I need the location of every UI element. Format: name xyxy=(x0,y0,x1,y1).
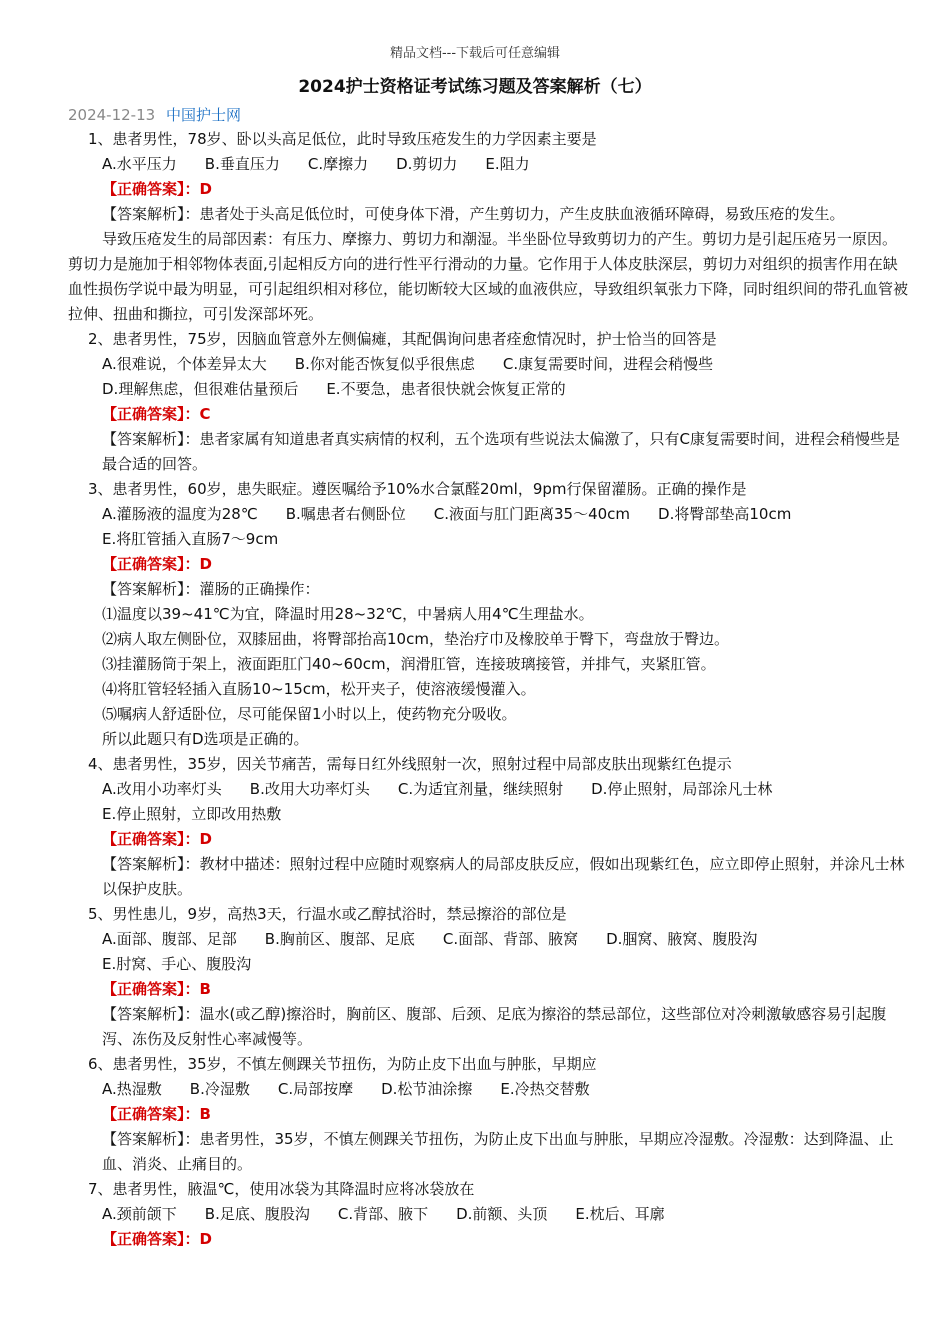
options-line xyxy=(68,1202,908,1227)
options-line xyxy=(68,952,908,977)
option-item: C.面部、背部、腋窝 xyxy=(442,930,579,948)
source-link[interactable]: 中国护士网 xyxy=(165,106,241,124)
option-item: C.康复需要时间，进程会稍慢些 xyxy=(502,355,714,373)
analysis-step: ⑵病人取左侧卧位，双膝屈曲，将臀部抬高10cm，垫治疗巾及橡胶单于臀下，弯盘放于臀边。 xyxy=(102,630,729,648)
option-item: B.足底、腹股沟 xyxy=(204,1205,310,1223)
correct-answer: 【正确答案】：B xyxy=(102,980,211,998)
option-item: C.摩擦力 xyxy=(307,155,369,173)
watermark-text: 精品文档---下载后可任意编辑 xyxy=(389,46,561,61)
correct-answer: 【正确答案】：D xyxy=(102,1230,212,1248)
analysis-step: ⑸嘱病人舒适卧位，尽可能保留1小时以上，使药物充分吸收。 xyxy=(102,705,517,723)
question-block xyxy=(68,327,908,477)
answer-analysis: 【答案解析】：温水(或乙醇)擦浴时，胸前区、腹部、后颈、足底为擦浴的禁忌部位，这些部位对冷刺激敏感容易引起腹泻、冻伤及反射性心率减慢等。 xyxy=(102,1005,887,1048)
option-item: D.剪切力 xyxy=(396,155,458,173)
question-block xyxy=(68,902,908,1052)
option-item: E.不要急，患者很快就会恢复正常的 xyxy=(326,380,566,398)
correct-answer: 【正确答案】：D xyxy=(102,830,212,848)
question-block xyxy=(68,477,908,752)
option-item: E.肘窝、手心、腹股沟 xyxy=(102,955,252,973)
option-item: E.枕后、耳廓 xyxy=(575,1205,665,1223)
date-source-line xyxy=(68,104,241,125)
options-line xyxy=(68,802,908,827)
answer-analysis: 【答案解析】：患者男性，35岁，不慎左侧踝关节扭伤，为防止皮下出血与肿胀，早期应冷湿敷。冷湿敷：达到降温、止血、消炎、止痛目的。 xyxy=(102,1130,894,1173)
option-item: D.腘窝、腋窝、腹股沟 xyxy=(606,930,758,948)
question-block xyxy=(68,1177,908,1252)
option-item: C.背部、腋下 xyxy=(337,1205,429,1223)
option-item: C.局部按摩 xyxy=(277,1080,354,1098)
question-stem: 4、患者男性，35岁，因关节痛苦，需每日红外线照射一次，照射过程中局部皮肤出现紫红色提示 xyxy=(88,755,732,773)
option-item: C.为适宜剂量，继续照射 xyxy=(397,780,564,798)
options-line xyxy=(68,777,908,802)
analysis-step: ⑴温度以39~41℃为宜，降温时用28~32℃，中暑病人用4℃生理盐水。 xyxy=(102,605,594,623)
question-block xyxy=(68,752,908,902)
options-line xyxy=(68,377,908,402)
option-item: A.颈前颌下 xyxy=(102,1205,177,1223)
options-line xyxy=(68,152,908,177)
options-line xyxy=(68,927,908,952)
question-list xyxy=(68,127,908,1252)
option-item: B.垂直压力 xyxy=(204,155,280,173)
answer-analysis: 导致压疮发生的局部因素：有压力、摩擦力、剪切力和潮湿。半坐卧位导致剪切力的产生。剪切力是引起压疮另一原因。剪切力是施加于相邻物体表面,引起相反方向的进行性平行滑动的力量。它作用于人体皮肤深层，剪切力对组织的损害作用在缺血性损伤学说中最为明显，可引起组织相对移位，能切断较大区域的血液供应，导致组织氧张力下降，同时组织间的带孔血管被拉伸、扭曲和撕拉，可引发深部坏死。 xyxy=(68,230,909,323)
answer-analysis: 【答案解析】：患者处于头高足低位时，可使身体下滑，产生剪切力，产生皮肤血液循环障碍，易致压疮的发生。 xyxy=(102,205,845,223)
option-item: B.嘱患者右侧卧位 xyxy=(285,505,406,523)
option-item: D.停止照射，局部涂凡士林 xyxy=(591,780,773,798)
question-stem: 7、患者男性，腋温℃，使用冰袋为其降温时应将冰袋放在 xyxy=(88,1180,475,1198)
options-line xyxy=(68,1077,908,1102)
question-stem: 1、患者男性，78岁、卧以头高足低位，此时导致压疮发生的力学因素主要是 xyxy=(88,130,597,148)
option-item: A.灌肠液的温度为28℃ xyxy=(102,505,258,523)
option-item: D.理解焦虑，但很难估量预后 xyxy=(102,380,299,398)
correct-answer: 【正确答案】：C xyxy=(102,405,211,423)
option-item: A.改用小功率灯头 xyxy=(102,780,222,798)
option-item: C.液面与肛门距离35～40cm xyxy=(433,505,631,523)
options-line xyxy=(68,352,908,377)
option-item: B.胸前区、腹部、足底 xyxy=(264,930,415,948)
option-item: A.热湿敷 xyxy=(102,1080,162,1098)
answer-analysis: 【答案解析】：教材中描述：照射过程中应随时观察病人的局部皮肤反应，假如出现紫红色，应立即停止照射，并涂凡士林以保护皮肤。 xyxy=(102,855,905,898)
option-item: A.很难说，个体差异太大 xyxy=(102,355,267,373)
analysis-step: ⑷将肛管轻轻插入直肠10~15cm，松开夹子，使溶液缓慢灌入。 xyxy=(102,680,536,698)
option-item: D.松节油涂擦 xyxy=(381,1080,473,1098)
question-stem: 3、患者男性，60岁，患失眠症。遵医嘱给予10%水合氯醛20ml，9pm行保留灌肠。正确的操作是 xyxy=(88,480,747,498)
question-block xyxy=(68,1052,908,1177)
option-item: E.停止照射，立即改用热敷 xyxy=(102,805,282,823)
options-line xyxy=(68,527,908,552)
question-stem: 5、男性患儿，9岁，高热3天，行温水或乙醇拭浴时，禁忌擦浴的部位是 xyxy=(88,905,567,923)
answer-analysis: 【答案解析】：灌肠的正确操作： xyxy=(102,580,320,598)
option-item: A.面部、腹部、足部 xyxy=(102,930,237,948)
analysis-step: ⑶挂灌肠筒于架上，液面距肛门40~60cm，润滑肛管，连接玻璃接管，并排气，夹紧肛管。 xyxy=(102,655,716,673)
option-item: D.将臀部垫高10cm xyxy=(658,505,792,523)
option-item: B.你对能否恢复似乎很焦虑 xyxy=(294,355,475,373)
option-item: B.冷湿敷 xyxy=(189,1080,250,1098)
analysis-step: 所以此题只有D选项是正确的。 xyxy=(102,730,309,748)
correct-answer: 【正确答案】：D xyxy=(102,180,212,198)
correct-answer: 【正确答案】：D xyxy=(102,555,212,573)
option-item: E.阻力 xyxy=(485,155,530,173)
option-item: E.将肛管插入直肠7～9cm xyxy=(102,530,279,548)
option-item: A.水平压力 xyxy=(102,155,177,173)
publish-date: 2024-12-13 xyxy=(68,106,156,124)
correct-answer: 【正确答案】：B xyxy=(102,1105,211,1123)
question-stem: 6、患者男性，35岁，不慎左侧踝关节扭伤，为防止皮下出血与肿胀，早期应 xyxy=(88,1055,597,1073)
question-stem: 2、患者男性，75岁，因脑血管意外左侧偏瘫，其配偶询问患者痊愈情况时，护士恰当的回答是 xyxy=(88,330,717,348)
option-item: E.冷热交替敷 xyxy=(500,1080,590,1098)
page-title: 2024护士资格证考试练习题及答案解析（七） xyxy=(298,77,652,97)
options-line xyxy=(68,502,908,527)
question-block xyxy=(68,127,908,327)
option-item: B.改用大功率灯头 xyxy=(249,780,370,798)
answer-analysis: 【答案解析】：患者家属有知道患者真实病情的权利，五个选项有些说法太偏激了，只有C康复需要时间，进程会稍慢些是最合适的回答。 xyxy=(102,430,900,473)
option-item: D.前额、头顶 xyxy=(456,1205,548,1223)
